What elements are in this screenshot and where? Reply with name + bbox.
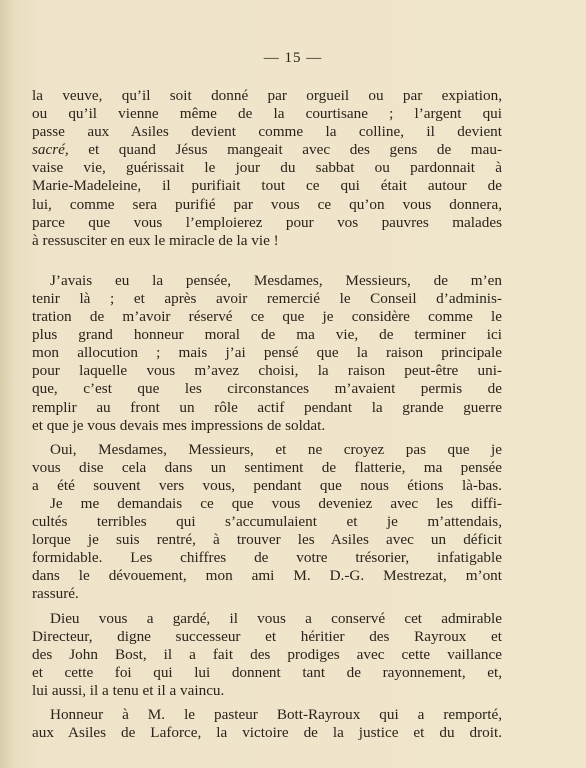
paragraph-2 — [32, 272, 502, 435]
text-line: lorque je suis rentré, à trouver les Asiles avec un déficit — [32, 531, 502, 549]
text-line: ou qu’il vienne même de la courtisane ; l’argent qui — [32, 105, 502, 123]
text-line: formidable. Les chiffres de votre trésorier, infatigable — [32, 549, 502, 567]
text-line: plus grand honneur moral de ma vie, de terminer ici — [32, 326, 502, 344]
paragraph-6 — [32, 706, 502, 742]
text-line: aux Asiles de Laforce, la victoire de la justice et du droit. — [32, 724, 502, 742]
text-line: cultés terribles qui s’accumulaient et je m’attendais, — [32, 513, 502, 531]
paragraph-3 — [32, 441, 502, 495]
text-line: à ressusciter en eux le miracle de la vie ! — [32, 231, 279, 249]
text-line: dans le dévouement, mon ami M. D.-G. Mestrezat, m’ont — [32, 567, 502, 585]
text-line: J’avais eu la pensée, Mesdames, Messieurs, de m’en — [50, 271, 502, 289]
paragraph-1 — [32, 87, 502, 250]
text-line: Marie-Madeleine, il purifiait tout ce qui était autour de — [32, 177, 502, 195]
text-line: Honneur à M. le pasteur Bott-Rayroux qui a remporté, — [50, 706, 502, 723]
text-line: rassuré. — [32, 585, 79, 603]
body-text — [32, 87, 502, 742]
text-line: la veuve, qu’il soit donné par orgueil ou par expiation, — [32, 87, 502, 104]
text-line: parce que vous l’emploierez pour vos pauvres malades — [32, 213, 502, 231]
text-line: a été souvent vers vous, pendant que nous étions là-bas. — [32, 476, 502, 494]
text-line: tration de m’avoir réservé ce que je considère comme le — [32, 308, 502, 326]
text-line: vaise vie, guérissait le jour du sabbat ou pardonnait à — [32, 159, 502, 177]
text-line: lui aussi, il a tenu et il a vaincu. — [32, 681, 225, 699]
text-line: Directeur, digne successeur et héritier des Rayroux et — [32, 627, 502, 645]
text-line: tenir là ; et après avoir remercié le Conseil d’adminis- — [32, 289, 502, 307]
text-line: que, c’est que les circonstances m’avaient permis de — [32, 380, 502, 398]
text-line: lui, comme sera purifié par vous ce qu’on vous donnera, — [32, 195, 502, 213]
italic-word: sacré — [32, 141, 65, 159]
text-line: et cette foi qui lui donnent tant de rayonnement, et, — [32, 663, 502, 681]
page-number: — 15 — — [263, 50, 323, 66]
text-line: remplir au front un rôle actif pendant la grande guerre — [32, 398, 502, 416]
text-line: Dieu vous a gardé, il vous a conservé cet admirable — [50, 609, 502, 627]
text-line: sacré, et quand Jésus mangeait avec des gens de mau- — [32, 141, 502, 159]
text-line: pour laquelle vous m’avez choisi, la raison peut-être uni- — [32, 362, 502, 380]
text-line: mon allocution ; mais j’ai pensé que la raison principale — [32, 344, 502, 362]
paragraph-4 — [32, 495, 502, 604]
text-line: Je me demandais ce que vous deveniez avec les diffi- — [50, 494, 502, 512]
paragraph-spacer — [32, 250, 502, 272]
text-line: passe aux Asiles devient comme la colline, il devient — [32, 123, 502, 141]
paragraph-5 — [32, 610, 502, 700]
text-line: Oui, Mesdames, Messieurs, et ne croyez pas que je — [50, 440, 502, 458]
text-line: et que je vous devais mes impressions de soldat. — [32, 416, 326, 434]
text-line: des John Bost, il a fait des prodiges avec cette vaillance — [32, 645, 502, 663]
text-line: vous dise cela dans un sentiment de flatterie, ma pensée — [32, 458, 502, 476]
